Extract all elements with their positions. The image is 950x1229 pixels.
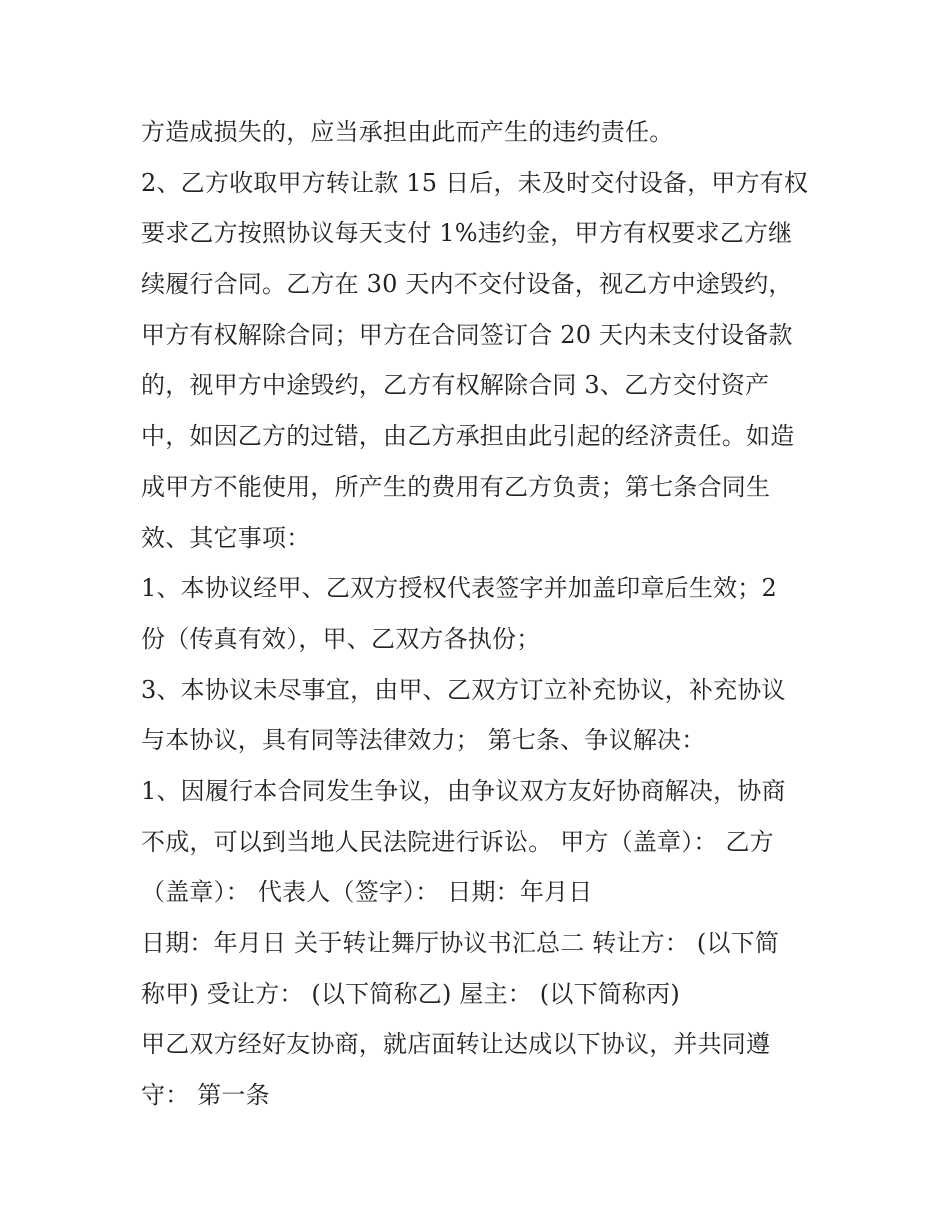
text-line: 称甲) 受让方： (以下简称乙) 屋主： (以下简称丙): [141, 979, 680, 1008]
text-line: 甲乙双方经好友协商，就店面转让达成以下协议，并共同遵: [141, 1030, 771, 1059]
text-line: 2、乙方收取甲方转让款 15 日后，未及时交付设备，甲方有权: [141, 168, 809, 197]
text-line: 3、本协议未尽事宜，由甲、乙双方订立补充协议，补充协议: [141, 675, 786, 704]
text-line: 续履行合同。乙方在 30 天内不交付设备，视乙方中途毁约，: [141, 270, 793, 299]
text-line: 甲方有权解除合同；甲方在合同签订合 20 天内未支付设备款: [141, 320, 793, 349]
text-line: 方造成损失的，应当承担由此而产生的违约责任。: [141, 118, 674, 146]
text-line: 不成，可以到当地人民法院进行诉讼。 甲方（盖章）： 乙方: [141, 827, 774, 856]
text-line: 1、因履行本合同发生争议，由争议双方友好协商解决，协商: [141, 776, 786, 805]
text-line: 守： 第一条: [141, 1081, 270, 1110]
text-line: 要求乙方按照协议每天支付 1%违约金，甲方有权要求乙方继: [141, 219, 793, 248]
text-line: 份（传真有效），甲、乙双方各执份；: [141, 624, 541, 653]
text-line: 1、本协议经甲、乙双方授权代表签字并加盖印章后生效；2: [141, 574, 777, 603]
text-line: 效、其它事项：: [141, 523, 311, 552]
text-line: （盖章）： 代表人（签字）： 日期：年月日: [141, 878, 593, 907]
document-body: [141, 107, 821, 1121]
text-line: 日期：年月日 关于转让舞厅协议书汇总二 转让方： (以下简: [141, 929, 780, 957]
text-line: 成甲方不能使用，所产生的费用有乙方负责；第七条合同生: [141, 472, 771, 501]
text-line: 中，如因乙方的过错，由乙方承担由此引起的经济责任。如造: [141, 422, 795, 451]
text-line: 与本协议，具有同等法律效力； 第七条、争议解决：: [141, 726, 706, 755]
text-line: 的，视甲方中途毁约，乙方有权解除合同 3、乙方交付资产: [141, 371, 770, 400]
